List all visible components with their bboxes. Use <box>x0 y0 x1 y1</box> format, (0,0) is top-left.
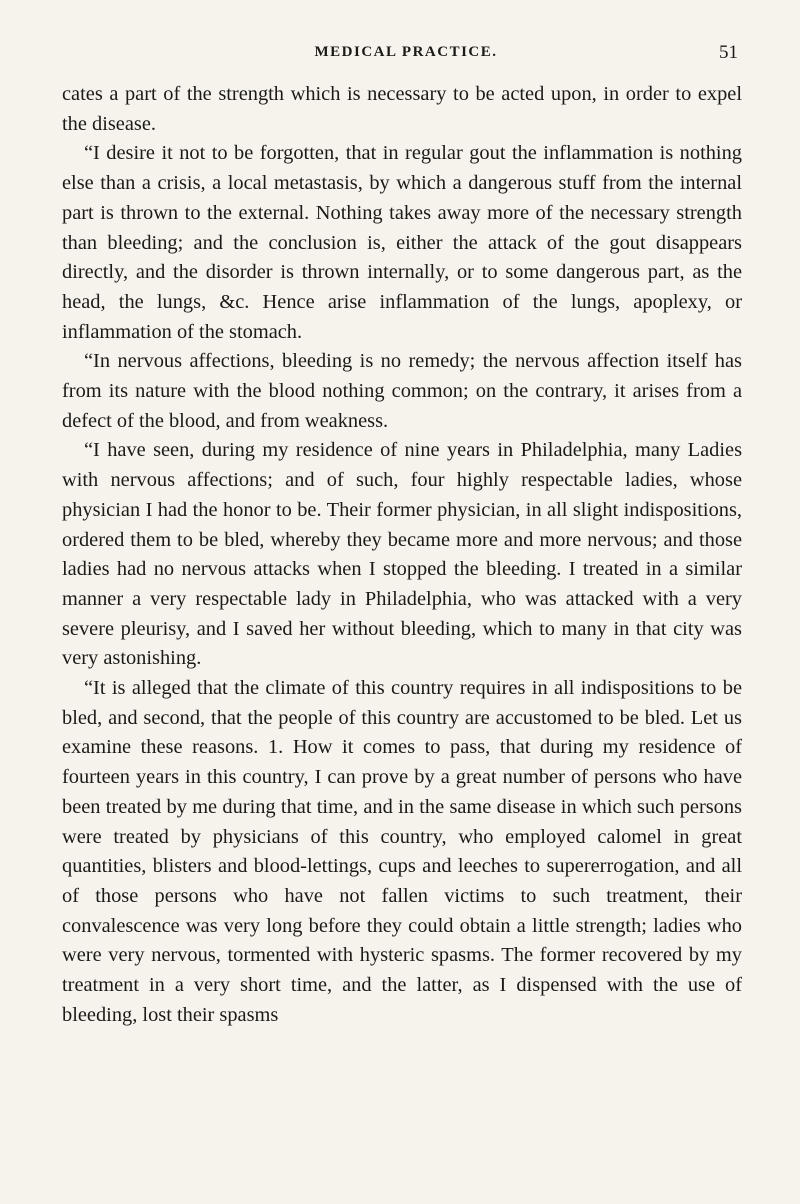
paragraph-climate: “It is alleged that the climate of this country requires in all indispositions to be bled, and second, that the people of this country are accustomed to be bled. Let us examine these reasons. 1. How it comes to pass, that during my residence of fourteen years in this country, I can prove by a great number of persons who have been treated by me during that time, and in the same disease in which such persons were treated by physicians of this country, who employed calomel in great quantities, blisters and blood-lettings, cups and leeches to supererrogation, and all of those persons who have not fallen victims to such treatment, their convalescence was very long before they could obtain a little strength; ladies who were very nervous, tormented with hysteric spasms. The former recovered by my treatment in a very short time, and the latter, as I dispensed with the use of bleeding, lost their spasms <box>62 677 742 1026</box>
paragraph-philadelphia: “I have seen, during my residence of nine years in Philadelphia, many Ladies with nervous affections; and of such, four highly respectable ladies, whose physician I had the honor to be. Their former physician, in all slight indispositions, ordered them to be bled, whereby they became more and more nervous; and those ladies had no nervous attacks when I stopped the bleeding. I treated in a similar manner a very respectable lady in Philadelphia, who was attacked with a very severe pleurisy, and I saved her without bleeding, which to many in that city was very astonishing. <box>62 439 742 670</box>
page-number: 51 <box>719 42 738 63</box>
paragraph-nervous-affections: “In nervous affections, bleeding is no remedy; the nervous affection itself has from its nature with the blood nothing common; on the contrary, it arises from a defect of the blood, and from weakness. <box>62 350 742 432</box>
paragraph-gout: “I desire it not to be forgotten, that in regular gout the inflammation is nothing else than a crisis, a local metastasis, by which a dangerous stuff from the internal part is thrown to the external. Nothing takes away more of the necessary strength than bleeding; and the conclusion is, either the attack of the gout disappears directly, and the disorder is thrown internally, or to some dangerous part, as the head, the lungs, &c. Hence arise inflammation of the lungs, apoplexy, or inflammation of the stomach. <box>62 142 742 343</box>
paragraph-continuation: cates a part of the strength which is necessary to be acted upon, in order to expel the disease. <box>62 83 742 135</box>
page-header <box>62 44 750 70</box>
running-head: MEDICAL PRACTICE. <box>314 44 498 60</box>
body-text <box>62 80 742 1031</box>
